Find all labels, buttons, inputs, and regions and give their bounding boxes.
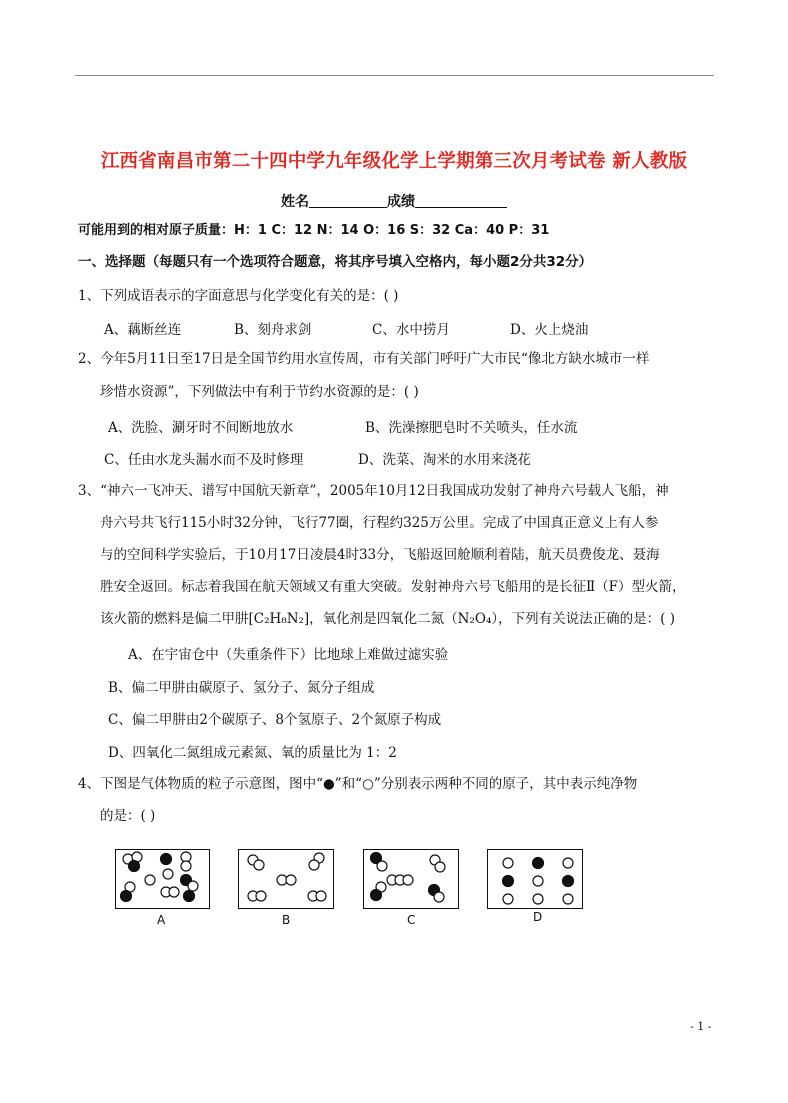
q1-option-d[interactable]: D、火上烧油 [510,322,589,338]
diagram-label-d: D [533,910,543,924]
atomic-masses: 可能用到的相对原子质量：H：1 C：12 N：14 O：16 S：32 Ca：40 P：31 [78,223,550,238]
q2-option-c[interactable]: C、任由水龙头漏水而不及时修理 [104,452,304,468]
q3-stem-line3: 与的空间科学实验后，于10月17日凌晨4时33分，飞船返回舱顺利着陆，航天员费俊龙、聂海 [100,547,660,563]
exam-title: 江西省南昌市第二十四中学九年级化学上学期第三次月考试卷 新人教版 [100,151,688,172]
q2-stem-line2: 珍惜水资源”，下列做法中有利于节约水资源的是：( ) [100,384,419,400]
q4-stem-line1: 4、下图是气体物质的粒子示意图，图中“●”和“○”分别表示两种不同的原子，其中表示纯净物 [78,776,638,792]
q1-option-b[interactable]: B、刻舟求剑 [234,322,312,338]
q1-option-a[interactable]: A、藕断丝连 [104,322,182,338]
particle-diagram-a[interactable] [115,849,210,909]
particle-diagram-c[interactable] [363,849,459,909]
particle-diagram-c-svg [364,850,460,910]
q3-option-c[interactable]: C、偏二甲肼由2个碳原子、8个氢原子、2个氮原子构成 [108,712,442,728]
q3-option-d[interactable]: D、四氧化二氮组成元素氮、氧的质量比为 1：2 [108,745,397,761]
particle-diagram-a-svg [116,850,211,910]
page-number: - 1 - [690,1020,712,1033]
diagram-label-c: C [407,913,416,927]
q3-stem-line2: 舟六号共飞行115小时32分钟，飞行77圈，行程约325万公里。完成了中国真正意义上有人参 [100,515,659,531]
name-label: 姓名 [281,194,309,210]
particle-diagram-d[interactable] [487,849,583,909]
q3-option-a[interactable]: A、在宇宙仓中（失重条件下）比地球上难做过滤实验 [128,647,449,663]
q2-option-a[interactable]: A、洗脸、涮牙时不间断地放水 [108,420,294,436]
q2-stem-line1: 2、今年5月11日至17日是全国节约用水宣传周，市有关部门呼吁广大市民“像北方缺水城市一样 [78,351,650,367]
diagram-label-a: A [157,913,166,927]
score-label: 成绩 [387,194,415,210]
q3-option-b[interactable]: B、偏二甲肼由碳原子、氢分子、氮分子组成 [108,680,375,696]
q1-stem: 1、下列成语表示的字面意思与化学变化有关的是：( ) [78,288,399,304]
q2-option-b[interactable]: B、洗澡擦肥皂时不关喷头，任水流 [365,420,578,436]
particle-diagram-d-svg [488,850,584,910]
diagram-label-b: B [282,913,291,927]
q2-option-d[interactable]: D、洗菜、淘米的水用来浇花 [358,452,531,468]
q3-stem-line1: 3、“神六一飞冲天、谱写中国航天新章”，2005年10月12日我国成功发射了神舟六号载人飞船，神 [78,483,669,499]
particle-diagram-b-svg [239,850,335,910]
section1-header: 一、选择题（每题只有一个选项符合题意，将其序号填入空格内，每小题2分共32分） [78,254,593,270]
q1-option-c[interactable]: C、水中捞月 [372,322,450,338]
q3-stem-line5: 该火箭的燃料是偏二甲肼[C₂H₈N₂]，氧化剂是四氧化二氮（N₂O₄），下列有关说法正确的是：( ) [100,611,675,627]
name-score-line [0,191,788,211]
q3-stem-line4: 胜安全返回。标志着我国在航天领域又有重大突破。发射神舟六号飞船用的是长征Ⅱ（F）型火箭， [100,579,686,595]
particle-diagram-b[interactable] [238,849,334,909]
name-blank[interactable] [309,193,387,208]
score-blank[interactable] [415,193,507,208]
q4-stem-line2: 的是：( ) [100,808,156,824]
header-rule [75,75,714,76]
